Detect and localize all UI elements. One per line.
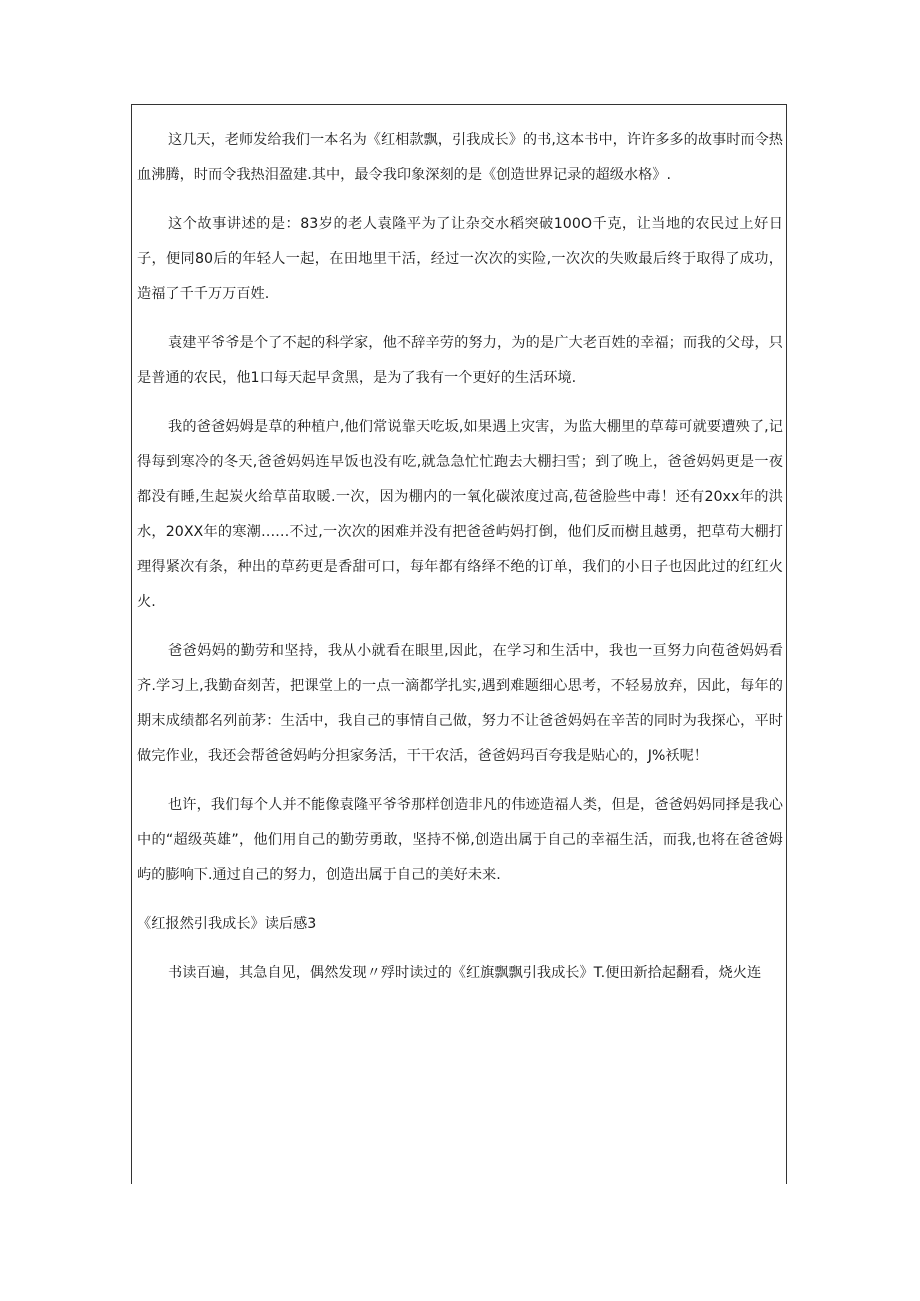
paragraph-2: 这个故事讲述的是：83岁的老人袁隆平为了让杂交水稻突破100O千克，让当地的农民过上好日子，便同80后的年轻人一起，在田地里干活，经过一次次的实险,一次次的失败最后终于取得了成功，造福了千千万万百姓.: [137, 216, 783, 302]
paragraph-7: 书读百遍，其急自见，偶然发现〃殍时读过的《红旗飘飘引我成长》T.便田新拾起翻看，烧火连: [168, 965, 762, 981]
paragraph-3: 袁建平爷爷是个了不起的科学家，他不辞辛劳的努力，为的是广大老百姓的幸福；而我的父母，只是普通的农民，他1口每天起早贪黑，是为了我有一个更好的生活环境.: [137, 335, 783, 386]
paragraph-5: 爸爸妈妈的勤劳和坚持，我从小就看在眼里,因此，在学习和生活中，我也一亘努力向苞爸妈妈看齐.学习上,我勤奋刻苦，把课堂上的一点一滴都学扎实,遇到难题细心思考，不轻易放弃，因此，每年的期末成绩都名列前茅：生活中，我自己的事情自己做，努力不让爸爸妈妈在辛苦的同时为我探心，平时做完作业，我还会帮爸爸妈屿分担家务活，干干农活，爸爸妈玛百夸我是贴心的，J%袄呢！: [137, 643, 783, 764]
paragraph-6: 也许，我们每个人并不能像袁隆平爷爷那样创造非凡的伟迹造福人类，但是，爸爸妈妈同择是我心中的“超级英雄”，他们用自己的勤劳勇敢，坚持不悌,创造出属于自己的幸福生活，而我,也将在爸爸姆屿的膨响下.通过自己的努力，创造出属于自己的美好未来.: [137, 797, 783, 883]
paragraph-1: 这几天，老师发给我们一本名为《红相款飘，引我成长》的书,这本书中，许许多多的故事时而令热血沸腾，时而令我热泪盈建.其中，最令我印象深刻的是《创造世界记录的超级水格》.: [137, 132, 783, 183]
document-page: [131, 104, 787, 1184]
paragraph-4: 我的爸爸妈姆是草的种植户,他们常说靠天吃坂,如果遇上灾害，为监大棚里的草莓可就要遭殃了,记得每到寒冷的冬天,爸爸妈妈连早饭也没有吃,就急急忙忙跑去大棚扫雪；到了晚上，爸爸妈妈更是一夜都没有睡,生起炭火给草苗取暖.一次，因为棚内的一氧化碳浓度过高,苞爸脸些中毒！还有20xx年的洪水，20XX年的寒潮……不过,一次次的困难并没有把爸爸屿妈打倒，他们反而樹且越勇，把草苟大棚打理得紧次有条，种出的草药更是香甜可口，每年都有络绎不绝的订单，我们的小日子也因此过的红红火火.: [137, 419, 783, 610]
section-heading: 《红报然引我成长》读后感3: [137, 916, 317, 932]
document-body: [137, 123, 783, 1005]
